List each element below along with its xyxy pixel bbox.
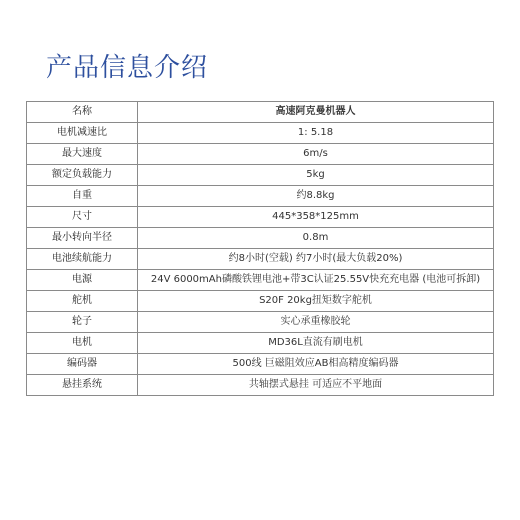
spec-key: 舵机 [27,291,138,312]
table-row [27,291,494,312]
table-row [27,207,494,228]
table-row [27,354,494,375]
table-row [27,186,494,207]
spec-key: 电池续航能力 [27,249,138,270]
spec-key: 最小转向半径 [27,228,138,249]
spec-key: 悬挂系统 [27,375,138,396]
spec-value: 500线 巨磁阻效应AB相高精度编码器 [138,354,494,375]
page-title: 产品信息介绍 [46,53,209,83]
table-row [27,123,494,144]
table-row [27,249,494,270]
spec-value: 5kg [138,165,494,186]
spec-value: 6m/s [138,144,494,165]
table-row [27,375,494,396]
spec-value: 约8.8kg [138,186,494,207]
spec-value: MD36L直流有刷电机 [138,333,494,354]
spec-key: 电机 [27,333,138,354]
spec-key: 自重 [27,186,138,207]
spec-value: 约8小时(空载) 约7小时(最大负载20%) [138,249,494,270]
spec-value: 0.8m [138,228,494,249]
spec-value: 445*358*125mm [138,207,494,228]
table-row [27,165,494,186]
table-row [27,312,494,333]
spec-table [26,101,494,396]
spec-value: 高速阿克曼机器人 [138,102,494,123]
spec-key: 最大速度 [27,144,138,165]
spec-key: 电机减速比 [27,123,138,144]
spec-key: 电源 [27,270,138,291]
spec-value: S20F 20kg扭矩数字舵机 [138,291,494,312]
spec-key: 名称 [27,102,138,123]
spec-value: 1: 5.18 [138,123,494,144]
spec-key: 额定负载能力 [27,165,138,186]
spec-value: 共轴摆式悬挂 可适应不平地面 [138,375,494,396]
table-row [27,270,494,291]
spec-key: 尺寸 [27,207,138,228]
table-row [27,102,494,123]
spec-key: 轮子 [27,312,138,333]
table-row [27,144,494,165]
table-row [27,228,494,249]
spec-key: 编码器 [27,354,138,375]
spec-value: 实心承重橡胶轮 [138,312,494,333]
table-row [27,333,494,354]
spec-value: 24V 6000mAh磷酸铁锂电池+带3C认证25.55V快充充电器 (电池可拆卸) [138,270,494,291]
